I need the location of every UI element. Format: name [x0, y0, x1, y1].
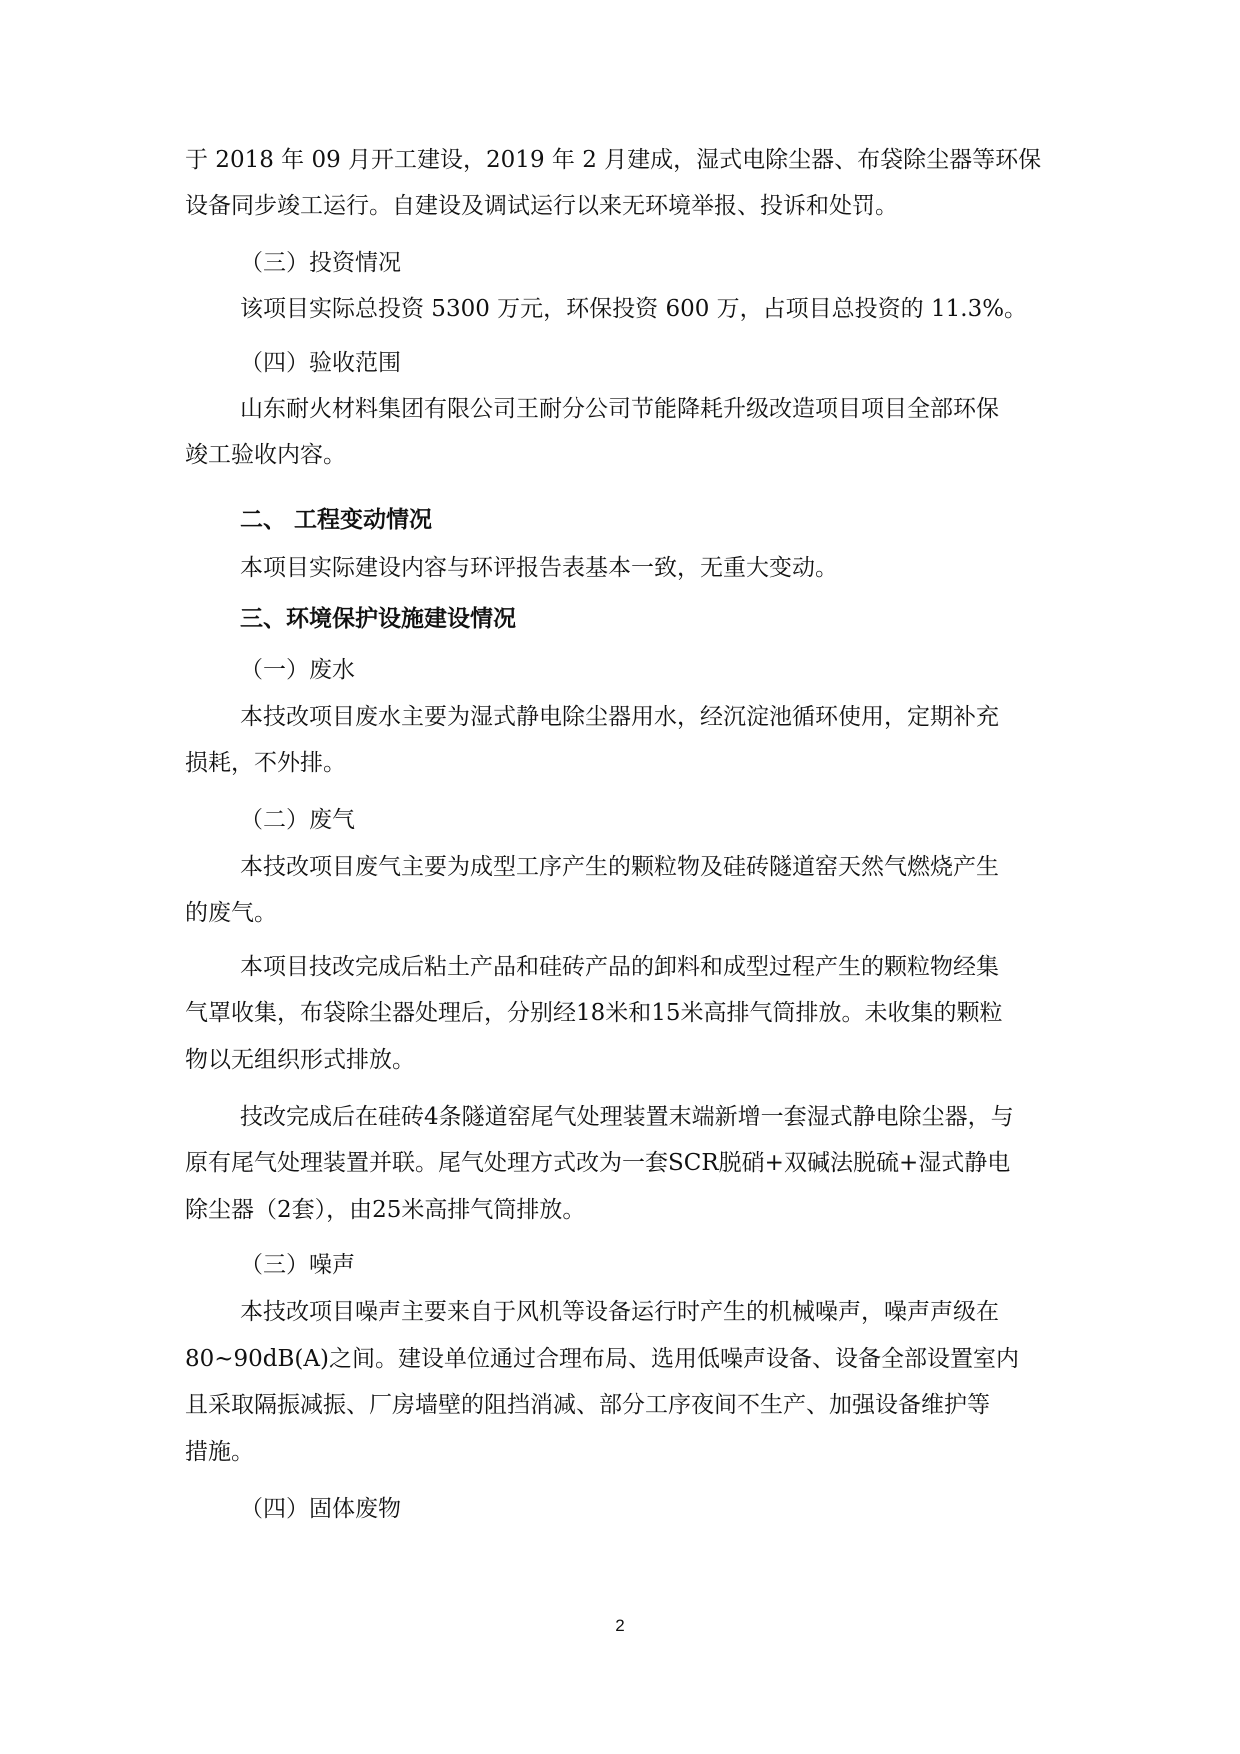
page-number: 2 — [615, 1616, 625, 1635]
section-heading: （一）废水 — [240, 657, 355, 683]
paragraph-line: 原有尾气处理装置并联。尾气处理方式改为一套SCR脱硝+双碱法脱硫+湿式静电 — [185, 1150, 1011, 1176]
paragraph-line: 本项目实际建设内容与环评报告表基本一致，无重大变动。 — [240, 555, 838, 581]
paragraph-line: 除尘器（2套），由25米高排气筒排放。 — [185, 1197, 586, 1223]
paragraph-line: 措施。 — [185, 1439, 254, 1465]
paragraph-line: 竣工验收内容。 — [185, 442, 346, 468]
paragraph-line: 本技改项目废水主要为湿式静电除尘器用水，经沉淀池循环使用，定期补充 — [240, 704, 999, 730]
paragraph-line: 且采取隔振减振、厂房墙壁的阻挡消减、部分工序夜间不生产、加强设备维护等 — [185, 1392, 990, 1418]
paragraph-line: 损耗，不外排。 — [185, 750, 346, 776]
section-heading: （四）固体废物 — [240, 1496, 401, 1522]
chapter-heading: 三、环境保护设施建设情况 — [240, 606, 516, 632]
paragraph-line: 山东耐火材料集团有限公司王耐分公司节能降耗升级改造项目项目全部环保 — [240, 396, 999, 422]
paragraph-line: 本项目技改完成后粘土产品和硅砖产品的卸料和成型过程产生的颗粒物经集 — [240, 954, 999, 980]
paragraph-line: 设备同步竣工运行。自建设及调试运行以来无环境举报、投诉和处罚。 — [185, 193, 898, 219]
section-heading: （四）验收范围 — [240, 350, 401, 376]
paragraph-line: 80~90dB(A)之间。建设单位通过合理布局、选用低噪声设备、设备全部设置室内 — [185, 1346, 1019, 1372]
paragraph-line: 该项目实际总投资 5300 万元，环保投资 600 万，占项目总投资的 11.3%。 — [240, 296, 1028, 322]
paragraph-line: 气罩收集，布袋除尘器处理后，分别经18米和15米高排气筒排放。未收集的颗粒 — [185, 1000, 1003, 1026]
paragraph-line: 的废气。 — [185, 900, 277, 926]
paragraph-line: 于 2018 年 09 月开工建设，2019 年 2 月建成，湿式电除尘器、布袋除尘器等环保 — [185, 147, 1042, 173]
paragraph-line: 本技改项目废气主要为成型工序产生的颗粒物及硅砖隧道窑天然气燃烧产生 — [240, 854, 999, 880]
paragraph-line: 物以无组织形式排放。 — [185, 1047, 415, 1073]
paragraph-line: 本技改项目噪声主要来自于风机等设备运行时产生的机械噪声，噪声声级在 — [240, 1299, 999, 1325]
section-heading: （三）投资情况 — [240, 250, 401, 276]
paragraph-line: 技改完成后在硅砖4条隧道窑尾气处理装置末端新增一套湿式静电除尘器，与 — [240, 1104, 1014, 1130]
chapter-heading: 二、 工程变动情况 — [240, 507, 433, 533]
section-heading: （三）噪声 — [240, 1252, 355, 1278]
section-heading: （二）废气 — [240, 807, 355, 833]
